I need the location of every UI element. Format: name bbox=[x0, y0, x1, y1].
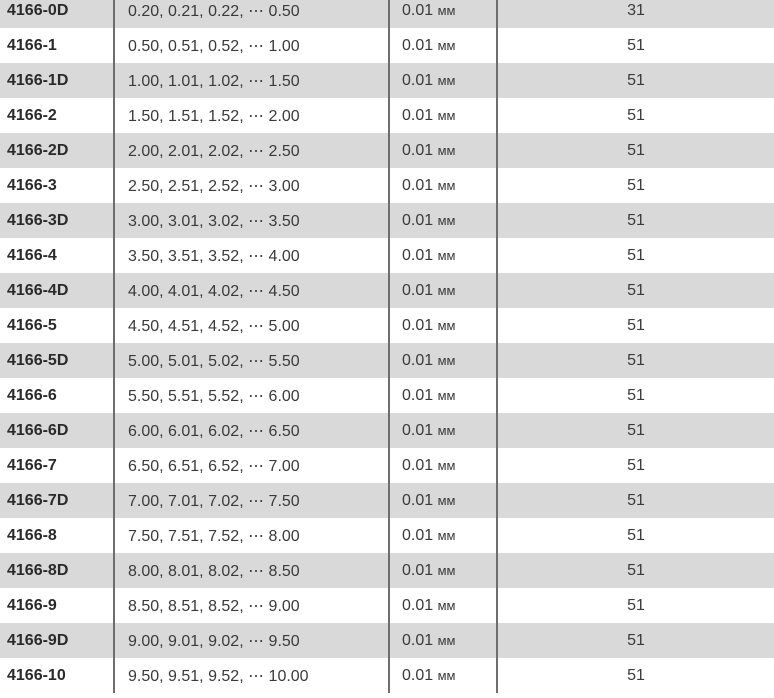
table-row bbox=[0, 168, 774, 203]
step-value: 0.01 bbox=[402, 71, 434, 89]
piece-count-cell: 51 bbox=[497, 483, 774, 518]
step-cell bbox=[389, 623, 497, 658]
piece-count-cell: 51 bbox=[497, 378, 774, 413]
table-row bbox=[0, 448, 774, 483]
piece-count-cell: 51 bbox=[497, 658, 774, 693]
step-cell bbox=[389, 553, 497, 588]
piece-count-cell: 31 bbox=[497, 0, 774, 28]
step-unit: мм bbox=[437, 457, 456, 473]
table-row bbox=[0, 343, 774, 378]
step-unit: мм bbox=[437, 352, 456, 368]
model-number-cell: 4166-3 bbox=[0, 168, 114, 203]
step-unit: мм bbox=[437, 387, 456, 403]
step-value: 0.01 bbox=[402, 526, 434, 544]
step-cell bbox=[389, 98, 497, 133]
model-number-cell: 4166-2 bbox=[0, 98, 114, 133]
step-unit: мм bbox=[437, 632, 456, 648]
step-cell bbox=[389, 413, 497, 448]
table-row bbox=[0, 98, 774, 133]
step-unit: мм bbox=[437, 72, 456, 88]
size-range-cell: 9.00, 9.01, 9.02, ⋯ 9.50 bbox=[114, 623, 389, 658]
size-range-cell: 7.50, 7.51, 7.52, ⋯ 8.00 bbox=[114, 518, 389, 553]
step-value: 0.01 bbox=[402, 666, 434, 684]
step-unit: мм bbox=[437, 212, 456, 228]
table-row bbox=[0, 483, 774, 518]
table-row bbox=[0, 63, 774, 98]
table-row bbox=[0, 133, 774, 168]
size-range-cell: 1.00, 1.01, 1.02, ⋯ 1.50 bbox=[114, 63, 389, 98]
step-cell bbox=[389, 308, 497, 343]
step-unit: мм bbox=[437, 247, 456, 263]
step-cell bbox=[389, 658, 497, 693]
step-cell bbox=[389, 0, 497, 28]
model-number-cell: 4166-9D bbox=[0, 623, 114, 658]
step-value: 0.01 bbox=[402, 491, 434, 509]
step-cell bbox=[389, 168, 497, 203]
table-row bbox=[0, 273, 774, 308]
table-row bbox=[0, 623, 774, 658]
step-unit: мм bbox=[437, 37, 456, 53]
piece-count-cell: 51 bbox=[497, 133, 774, 168]
size-range-cell: 4.00, 4.01, 4.02, ⋯ 4.50 bbox=[114, 273, 389, 308]
size-range-cell: 0.50, 0.51, 0.52, ⋯ 1.00 bbox=[114, 28, 389, 63]
size-range-cell: 9.50, 9.51, 9.52, ⋯ 10.00 bbox=[114, 658, 389, 693]
model-number-cell: 4166-7D bbox=[0, 483, 114, 518]
step-value: 0.01 bbox=[402, 386, 434, 404]
step-cell bbox=[389, 343, 497, 378]
step-value: 0.01 bbox=[402, 1, 434, 19]
table-row bbox=[0, 588, 774, 623]
piece-count-cell: 51 bbox=[497, 308, 774, 343]
size-range-cell: 5.50, 5.51, 5.52, ⋯ 6.00 bbox=[114, 378, 389, 413]
model-number-cell: 4166-2D bbox=[0, 133, 114, 168]
step-cell bbox=[389, 273, 497, 308]
step-cell bbox=[389, 378, 497, 413]
step-unit: мм bbox=[437, 107, 456, 123]
table-row bbox=[0, 658, 774, 693]
step-value: 0.01 bbox=[402, 596, 434, 614]
piece-count-cell: 51 bbox=[497, 413, 774, 448]
size-range-cell: 3.50, 3.51, 3.52, ⋯ 4.00 bbox=[114, 238, 389, 273]
piece-count-cell: 51 bbox=[497, 203, 774, 238]
piece-count-cell: 51 bbox=[497, 168, 774, 203]
table-row bbox=[0, 203, 774, 238]
step-value: 0.01 bbox=[402, 106, 434, 124]
size-range-cell: 7.00, 7.01, 7.02, ⋯ 7.50 bbox=[114, 483, 389, 518]
model-number-cell: 4166-6D bbox=[0, 413, 114, 448]
step-cell bbox=[389, 203, 497, 238]
step-unit: мм bbox=[437, 317, 456, 333]
step-value: 0.01 bbox=[402, 246, 434, 264]
piece-count-cell: 51 bbox=[497, 273, 774, 308]
size-range-cell: 2.50, 2.51, 2.52, ⋯ 3.00 bbox=[114, 168, 389, 203]
piece-count-cell: 51 bbox=[497, 343, 774, 378]
table-row bbox=[0, 308, 774, 343]
step-cell bbox=[389, 448, 497, 483]
step-value: 0.01 bbox=[402, 281, 434, 299]
piece-count-cell: 51 bbox=[497, 63, 774, 98]
step-value: 0.01 bbox=[402, 141, 434, 159]
step-unit: мм bbox=[437, 597, 456, 613]
table-row bbox=[0, 238, 774, 273]
step-cell bbox=[389, 588, 497, 623]
piece-count-cell: 51 bbox=[497, 588, 774, 623]
step-cell bbox=[389, 28, 497, 63]
size-range-cell: 8.00, 8.01, 8.02, ⋯ 8.50 bbox=[114, 553, 389, 588]
table-row bbox=[0, 28, 774, 63]
size-range-cell: 0.20, 0.21, 0.22, ⋯ 0.50 bbox=[114, 0, 389, 28]
step-unit: мм bbox=[437, 282, 456, 298]
model-number-cell: 4166-9 bbox=[0, 588, 114, 623]
model-number-cell: 4166-4D bbox=[0, 273, 114, 308]
step-unit: мм bbox=[437, 177, 456, 193]
size-range-cell: 6.50, 6.51, 6.52, ⋯ 7.00 bbox=[114, 448, 389, 483]
piece-count-cell: 51 bbox=[497, 98, 774, 133]
size-range-cell: 4.50, 4.51, 4.52, ⋯ 5.00 bbox=[114, 308, 389, 343]
model-number-cell: 4166-3D bbox=[0, 203, 114, 238]
table-row bbox=[0, 553, 774, 588]
step-value: 0.01 bbox=[402, 561, 434, 579]
model-number-cell: 4166-0D bbox=[0, 0, 114, 28]
step-value: 0.01 bbox=[402, 456, 434, 474]
model-number-cell: 4166-5D bbox=[0, 343, 114, 378]
model-number-cell: 4166-1D bbox=[0, 63, 114, 98]
size-range-cell: 8.50, 8.51, 8.52, ⋯ 9.00 bbox=[114, 588, 389, 623]
model-number-cell: 4166-5 bbox=[0, 308, 114, 343]
piece-count-cell: 51 bbox=[497, 238, 774, 273]
step-unit: мм bbox=[437, 492, 456, 508]
table-row bbox=[0, 0, 774, 28]
model-number-cell: 4166-10 bbox=[0, 658, 114, 693]
piece-count-cell: 51 bbox=[497, 28, 774, 63]
model-number-cell: 4166-7 bbox=[0, 448, 114, 483]
step-unit: мм bbox=[437, 562, 456, 578]
model-number-cell: 4166-8D bbox=[0, 553, 114, 588]
size-range-cell: 1.50, 1.51, 1.52, ⋯ 2.00 bbox=[114, 98, 389, 133]
step-cell bbox=[389, 238, 497, 273]
step-value: 0.01 bbox=[402, 421, 434, 439]
step-value: 0.01 bbox=[402, 316, 434, 334]
piece-count-cell: 51 bbox=[497, 518, 774, 553]
step-cell bbox=[389, 133, 497, 168]
step-value: 0.01 bbox=[402, 351, 434, 369]
piece-count-cell: 51 bbox=[497, 553, 774, 588]
size-range-cell: 6.00, 6.01, 6.02, ⋯ 6.50 bbox=[114, 413, 389, 448]
table-row bbox=[0, 518, 774, 553]
model-number-cell: 4166-4 bbox=[0, 238, 114, 273]
step-unit: мм bbox=[437, 667, 456, 683]
model-number-cell: 4166-8 bbox=[0, 518, 114, 553]
piece-count-cell: 51 bbox=[497, 623, 774, 658]
step-value: 0.01 bbox=[402, 36, 434, 54]
step-cell bbox=[389, 483, 497, 518]
size-range-cell: 2.00, 2.01, 2.02, ⋯ 2.50 bbox=[114, 133, 389, 168]
size-range-cell: 3.00, 3.01, 3.02, ⋯ 3.50 bbox=[114, 203, 389, 238]
step-cell bbox=[389, 518, 497, 553]
model-number-cell: 4166-6 bbox=[0, 378, 114, 413]
step-unit: мм bbox=[437, 142, 456, 158]
step-cell bbox=[389, 63, 497, 98]
table-row bbox=[0, 378, 774, 413]
size-range-cell: 5.00, 5.01, 5.02, ⋯ 5.50 bbox=[114, 343, 389, 378]
step-unit: мм bbox=[437, 2, 456, 18]
step-value: 0.01 bbox=[402, 631, 434, 649]
piece-count-cell: 51 bbox=[497, 448, 774, 483]
step-value: 0.01 bbox=[402, 211, 434, 229]
step-unit: мм bbox=[437, 422, 456, 438]
step-value: 0.01 bbox=[402, 176, 434, 194]
step-unit: мм bbox=[437, 527, 456, 543]
model-number-cell: 4166-1 bbox=[0, 28, 114, 63]
table-row bbox=[0, 413, 774, 448]
